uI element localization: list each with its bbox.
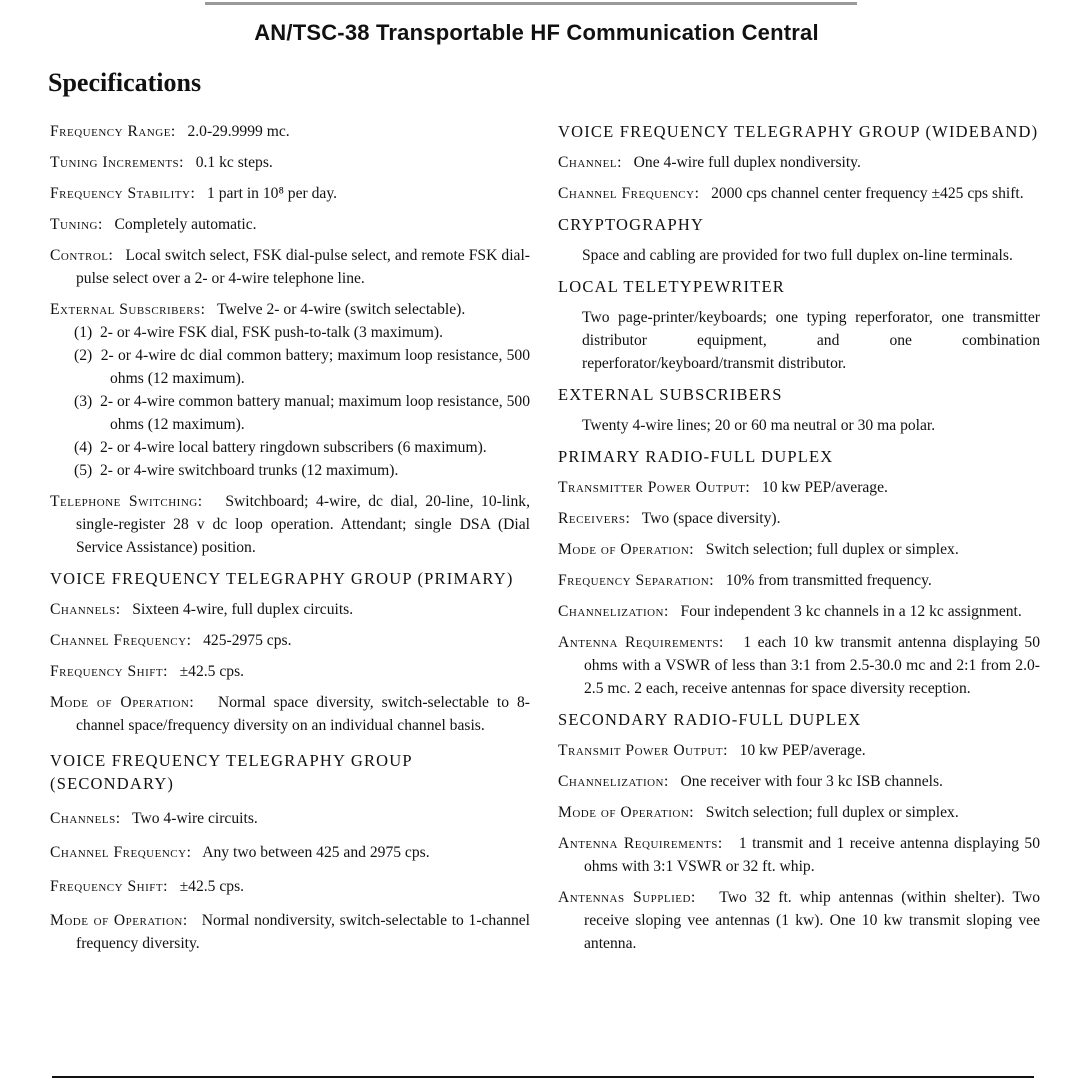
spec-transmitter-power-output: Transmitter Power Output: 10 kw PEP/average.: [558, 479, 888, 496]
list-item: (5) 2- or 4-wire switchboard trunks (12 maximum).: [74, 462, 399, 479]
cryptography-heading: CRYPTOGRAPHY: [558, 215, 705, 234]
spec-channels: Channels: Sixteen 4-wire, full duplex circuits.: [50, 601, 354, 618]
spec-frequency-shift: Frequency Shift: ±42.5 cps.: [50, 878, 245, 895]
spec-antenna-requirements: Antenna Requirements: 1 each 10 kw transmit antenna displaying 50 ohms with a VSWR of less than 3:1 from 2.5-30.0 mc and 2:1 from 2.0-2.5 mc. 2 each, receive antennas for space diversity reception.: [558, 634, 1040, 697]
spec-mode-of-operation: Mode of Operation: Normal space diversity, switch-selectable to 8-channel space/frequency diversity on an individual channel basis.: [50, 694, 530, 734]
vftg-primary-heading: VOICE FREQUENCY TELEGRAPHY GROUP (PRIMARY): [50, 569, 514, 588]
spec-receivers: Receivers: Two (space diversity).: [558, 510, 781, 527]
external-subscribers-heading: EXTERNAL SUBSCRIBERS: [558, 385, 783, 404]
spec-mode-of-operation: Mode of Operation: Switch selection; full duplex or simplex.: [558, 541, 959, 558]
spec-external-subscribers: External Subscribers: Twelve 2- or 4-wire (switch selectable).: [50, 301, 466, 318]
top-rule: [205, 2, 857, 5]
page-title: AN/TSC-38 Transportable HF Communication Central: [254, 20, 819, 45]
primary-radio-heading: PRIMARY RADIO-FULL DUPLEX: [558, 447, 834, 466]
vftg-wideband-heading: VOICE FREQUENCY TELEGRAPHY GROUP (WIDEBAND): [558, 122, 1039, 141]
list-item: (2) 2- or 4-wire dc dial common battery; maximum loop resistance, 500 ohms (12 maximum).: [74, 347, 531, 387]
spec-channel-frequency: Channel Frequency: Any two between 425 and 2975 cps.: [50, 844, 430, 861]
spec-frequency-separation: Frequency Separation: 10% from transmitted frequency.: [558, 572, 932, 589]
spec-channelization: Channelization: One receiver with four 3 kc ISB channels.: [558, 773, 943, 790]
spec-mode-of-operation: Mode of Operation: Switch selection; full duplex or simplex.: [558, 804, 959, 821]
list-item: (4) 2- or 4-wire local battery ringdown subscribers (6 maximum).: [74, 439, 487, 456]
bottom-rule: [52, 1076, 1034, 1078]
vftg-secondary-heading: VOICE FREQUENCY TELEGRAPHY GROUP (SECONDARY): [50, 751, 413, 793]
external-subscribers-text: Twenty 4-wire lines; 20 or 60 ma neutral or 30 ma polar.: [582, 417, 936, 434]
spec-telephone-switching: Telephone Switching: Switchboard; 4-wire, dc dial, 20-line, 10-link, single-register 28 v dc loop operation. Attendant; single DSA (Dial Service Assistance) position.: [50, 493, 530, 556]
spec-channel-frequency: Channel Frequency: 425-2975 cps.: [50, 632, 292, 649]
right-column: [558, 120, 1040, 963]
spec-control: Control: Local switch select, FSK dial-pulse select, and remote FSK dial-pulse select over a 2- or 4-wire telephone line.: [50, 247, 530, 287]
list-item: (1) 2- or 4-wire FSK dial, FSK push-to-talk (3 maximum).: [74, 324, 444, 341]
spec-channel-frequency: Channel Frequency: 2000 cps channel center frequency ±425 cps shift.: [558, 185, 1024, 202]
spec-antenna-requirements: Antenna Requirements: 1 transmit and 1 receive antenna displaying 50 ohms with 3:1 VSWR or 32 ft. whip.: [558, 835, 1040, 875]
secondary-radio-heading: SECONDARY RADIO-FULL DUPLEX: [558, 710, 862, 729]
list-item: (3) 2- or 4-wire common battery manual; maximum loop resistance, 500 ohms (12 maximum).: [74, 393, 530, 433]
spec-transmit-power-output: Transmit Power Output: 10 kw PEP/average.: [558, 742, 866, 759]
spec-mode-of-operation: Mode of Operation: Normal nondiversity, switch-selectable to 1-channel frequency diversity.: [50, 912, 530, 952]
spec-tuning-increments: Tuning Increments: 0.1 kc steps.: [50, 154, 273, 171]
left-column: [50, 120, 530, 963]
spec-channel: Channel: One 4-wire full duplex nondiversity.: [558, 154, 861, 171]
spec-frequency-shift: Frequency Shift: ±42.5 cps.: [50, 663, 245, 680]
spec-frequency-range: Frequency Range: 2.0-29.9999 mc.: [50, 123, 290, 140]
spec-channels: Channels: Two 4-wire circuits.: [50, 810, 258, 827]
spec-channelization: Channelization: Four independent 3 kc channels in a 12 kc assignment.: [558, 603, 1022, 620]
spec-tuning: Tuning: Completely automatic.: [50, 216, 257, 233]
cryptography-text: Space and cabling are provided for two full duplex on-line terminals.: [582, 247, 1013, 264]
spec-antennas-supplied: Antennas Supplied: Two 32 ft. whip antennas (within shelter). Two receive sloping vee antennas (1 kw). One 10 kw transmit sloping vee antenna.: [558, 889, 1040, 952]
local-teletypewriter-heading: LOCAL TELETYPEWRITER: [558, 277, 786, 296]
local-teletypewriter-text: Two page-printer/keyboards; one typing reperforator, one transmitter distributor equipment, and one combination reperforator/keyboard/transmit distributor.: [582, 309, 1040, 372]
section-heading: Specifications: [48, 68, 202, 97]
spec-frequency-stability: Frequency Stability: 1 part in 10⁸ per day.: [50, 185, 338, 202]
